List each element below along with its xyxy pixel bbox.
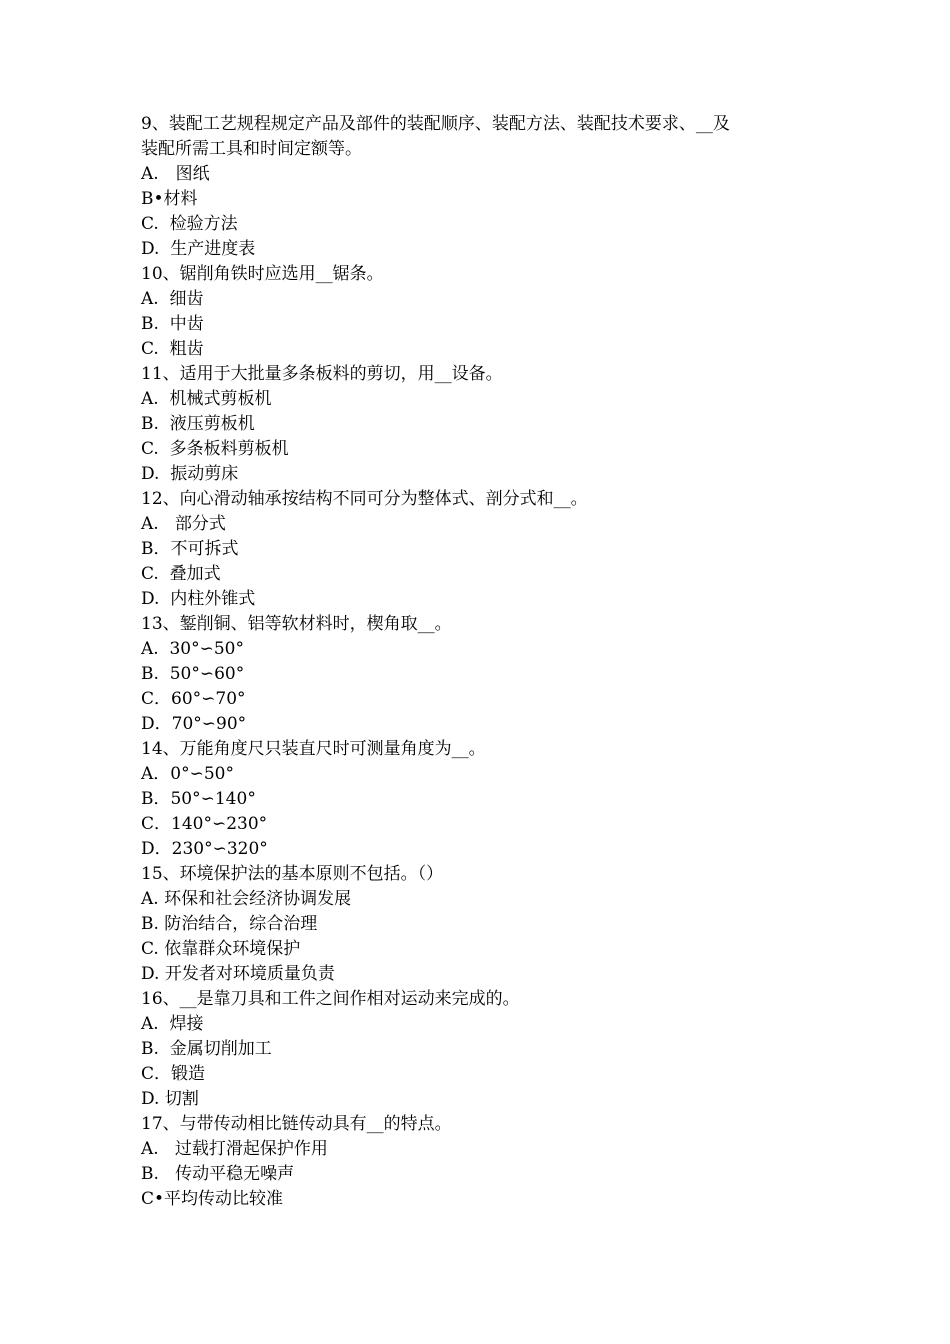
question-9-text: 9、装配工艺规程规定产品及部件的装配顺序、装配方法、装配技术要求、__及 — [141, 114, 730, 134]
option-line: D. 切割 — [141, 1089, 199, 1109]
option-line: D. 内柱外锥式 — [141, 589, 256, 609]
option-line: C. 多条板料剪板机 — [141, 439, 289, 459]
question-12-text: 12、向心滑动轴承按结构不同可分为整体式、剖分式和__。 — [141, 489, 588, 509]
question-16-text: 16、__是靠刀具和工件之间作相对运动来完成的。 — [141, 989, 520, 1009]
option-line: D．230°∽320° — [141, 839, 268, 859]
option-line: A. 过载打滑起保护作用 — [141, 1139, 328, 1159]
option-line: A. 焊接 — [141, 1014, 204, 1034]
question-14-text: 14、万能角度尺只装直尺时可测量角度为__。 — [141, 739, 486, 759]
option-line: D．70°∽90° — [141, 714, 247, 734]
option-line: C．锻造 — [141, 1064, 206, 1084]
question-13-text: 13、錾削铜、铝等软材料时，楔角取__。 — [141, 614, 452, 634]
option-line: B•材料 — [141, 189, 198, 209]
question-9-text-cont: 装配所需工具和时间定额等。 — [141, 139, 362, 159]
option-line: C. 叠加式 — [141, 564, 221, 584]
option-line: A．0°∽50° — [141, 764, 234, 784]
option-line: B. 金属切削加工 — [141, 1039, 272, 1059]
option-line: C. 依靠群众环境保护 — [141, 939, 301, 959]
option-line: B. 50°∽60° — [141, 664, 245, 684]
option-line: B. 液压剪板机 — [141, 414, 255, 434]
option-line: B．不可拆式 — [141, 539, 239, 559]
question-11-text: 11、适用于大批量多条板料的剪切，用__设备。 — [141, 364, 503, 384]
option-line: B. 传动平稳无噪声 — [141, 1164, 295, 1184]
option-line: A. 图纸 — [141, 164, 210, 184]
question-17-text: 17、与带传动相比链传动具有__的特点。 — [141, 1114, 452, 1134]
option-line: A. 细齿 — [141, 289, 204, 309]
question-15-text: 15、环境保护法的基本原则不包括。（） — [141, 864, 444, 884]
option-line: B. 中齿 — [141, 314, 204, 334]
option-line: C. 检验方法 — [141, 214, 238, 234]
document-body — [141, 112, 821, 1212]
option-line: D. 开发者对环境质量负责 — [141, 964, 335, 984]
option-line: A. 环保和社会经济协调发展 — [141, 889, 352, 909]
option-line: D. 振动剪床 — [141, 464, 239, 484]
option-line: A. 部分式 — [141, 514, 226, 534]
question-10-text: 10、锯削角铁时应选用__锯条。 — [141, 264, 384, 284]
option-line: C．60°∽70° — [141, 689, 246, 709]
option-line: C．140°∽230° — [141, 814, 268, 834]
option-line: D. 生产进度表 — [141, 239, 256, 259]
option-line: B. 防治结合，综合治理 — [141, 914, 318, 934]
option-line: A. 机械式剪板机 — [141, 389, 272, 409]
option-line: C. 粗齿 — [141, 339, 204, 359]
option-line: B．50°∽140° — [141, 789, 256, 809]
option-line: C•平均传动比较准 — [141, 1189, 284, 1209]
option-line: A. 30°∽50° — [141, 639, 244, 659]
